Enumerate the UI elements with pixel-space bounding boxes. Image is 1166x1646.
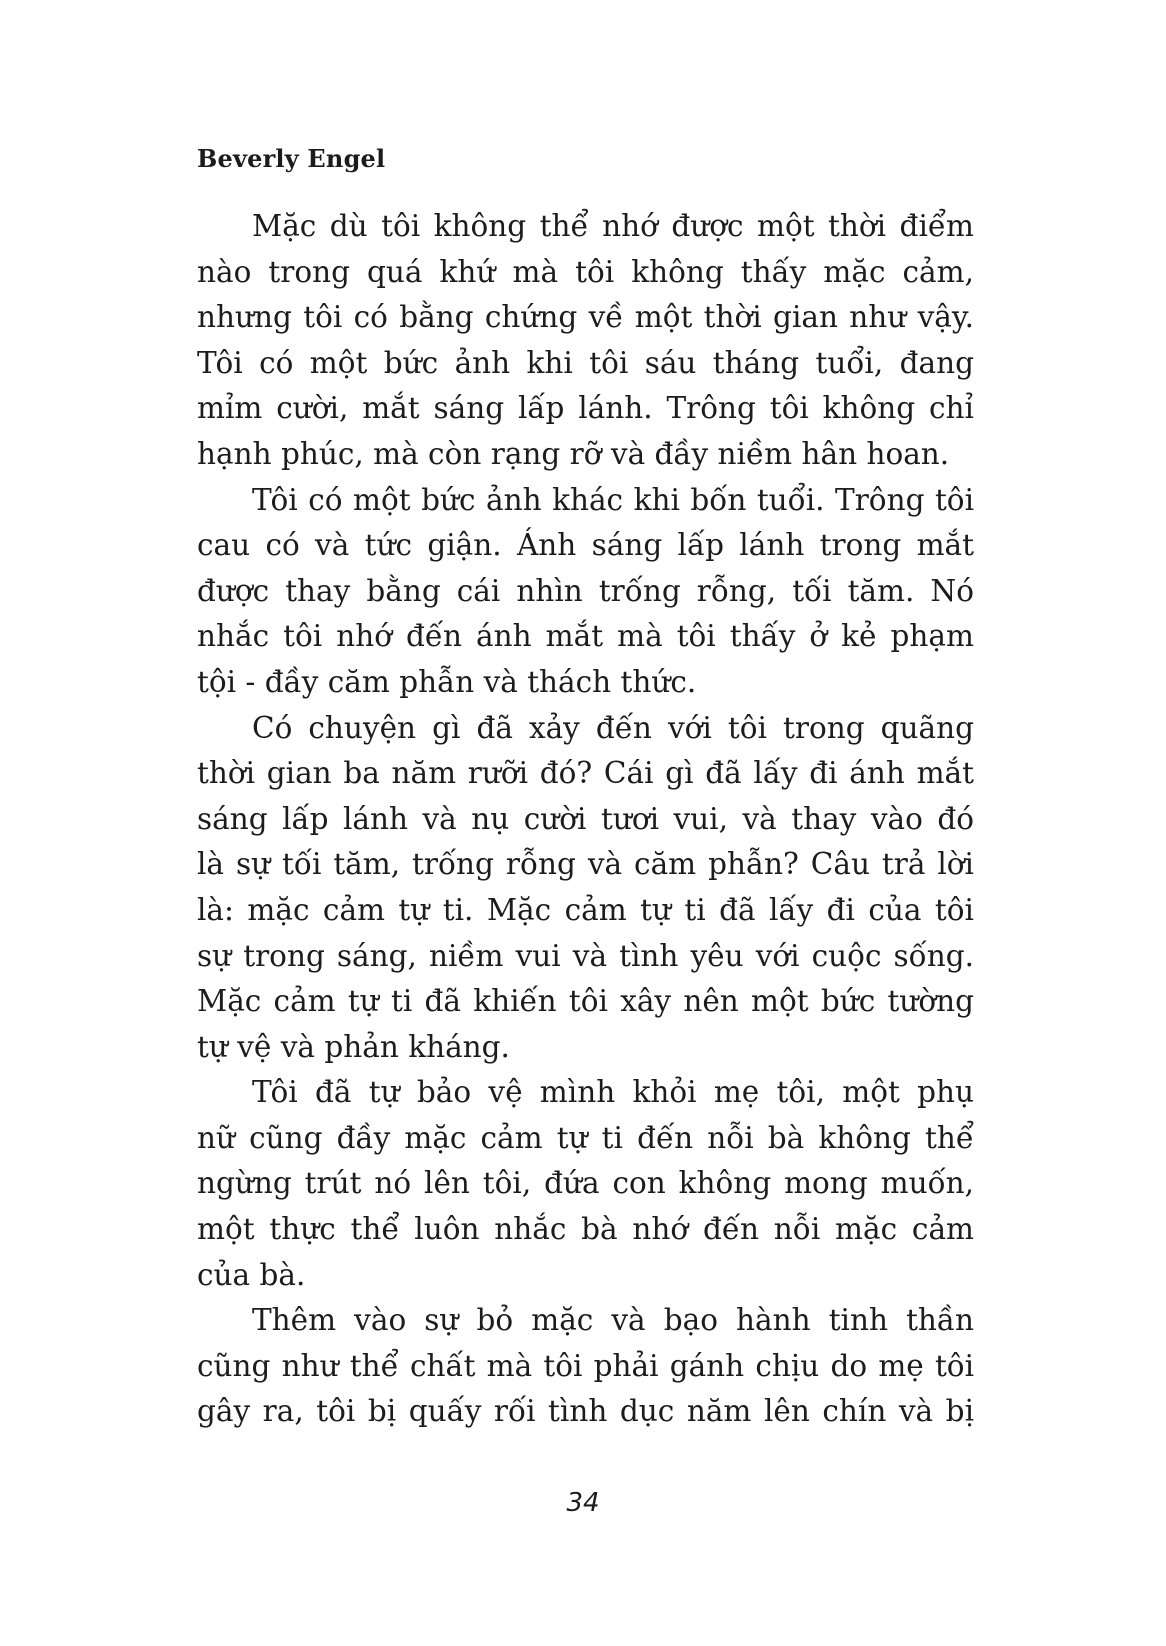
text-line: cũng như thể chất mà tôi phải gánh chịu do mẹ tôi: [197, 1348, 974, 1383]
text-line: hạnh phúc, mà còn rạng rỡ và đầy niềm hân hoan.: [197, 436, 950, 471]
text-line: nhưng tôi có bằng chứng về một thời gian như vậy.: [197, 300, 974, 335]
text-line: nào trong quá khứ mà tôi không thấy mặc cảm,: [197, 254, 974, 289]
text-line: nhắc tôi nhớ đến ánh mắt mà tôi thấy ở kẻ phạm: [197, 619, 974, 654]
page-number: 34: [566, 1488, 600, 1518]
text-line: Thêm vào sự bỏ mặc và bạo hành tinh thần: [252, 1303, 974, 1338]
text-line: Mặc dù tôi không thể nhớ được một thời điểm: [252, 209, 974, 243]
text-line: Tôi có một bức ảnh khi tôi sáu tháng tuổi, đang: [197, 345, 974, 380]
text-line: ngừng trút nó lên tôi, đứa con không mong muốn,: [197, 1166, 974, 1201]
text-line: nữ cũng đầy mặc cảm tự ti đến nỗi bà không thể: [197, 1120, 974, 1155]
text-line: Tôi có một bức ảnh khác khi bốn tuổi. Trông tôi: [252, 482, 974, 517]
text-line: tội - đầy căm phẫn và thách thức.: [197, 664, 697, 699]
text-line: sáng lấp lánh và nụ cười tươi vui, và thay vào đó: [197, 801, 974, 836]
text-line: Tôi đã tự bảo vệ mình khỏi mẹ tôi, một phụ: [252, 1075, 974, 1110]
text-line: của bà.: [197, 1257, 306, 1292]
text-line: thời gian ba năm rưỡi đó? Cái gì đã lấy đi ánh mắt: [197, 756, 974, 791]
text-line: Có chuyện gì đã xảy đến với tôi trong quãng: [252, 710, 974, 745]
body-text: [197, 204, 974, 1435]
text-line: cau có và tức giận. Ánh sáng lấp lánh trong mắt: [197, 528, 974, 563]
running-head-author: Beverly Engel: [197, 144, 386, 173]
text-line: một thực thể luôn nhắc bà nhớ đến nỗi mặc cảm: [197, 1212, 974, 1247]
text-line: sự trong sáng, niềm vui và tình yêu với cuộc sống.: [197, 938, 974, 973]
text-line: gây ra, tôi bị quấy rối tình dục năm lên chín và bị: [197, 1394, 974, 1429]
text-line: mỉm cười, mắt sáng lấp lánh. Trông tôi không chỉ: [197, 391, 974, 426]
text-line: là sự tối tăm, trống rỗng và căm phẫn? Câu trả lời: [197, 847, 974, 882]
text-line: là: mặc cảm tự ti. Mặc cảm tự ti đã lấy đi của tôi: [197, 892, 974, 927]
text-line: được thay bằng cái nhìn trống rỗng, tối tăm. Nó: [197, 573, 974, 608]
text-line: tự vệ và phản kháng.: [197, 1029, 510, 1064]
text-line: Mặc cảm tự ti đã khiến tôi xây nên một bức tường: [197, 984, 974, 1019]
